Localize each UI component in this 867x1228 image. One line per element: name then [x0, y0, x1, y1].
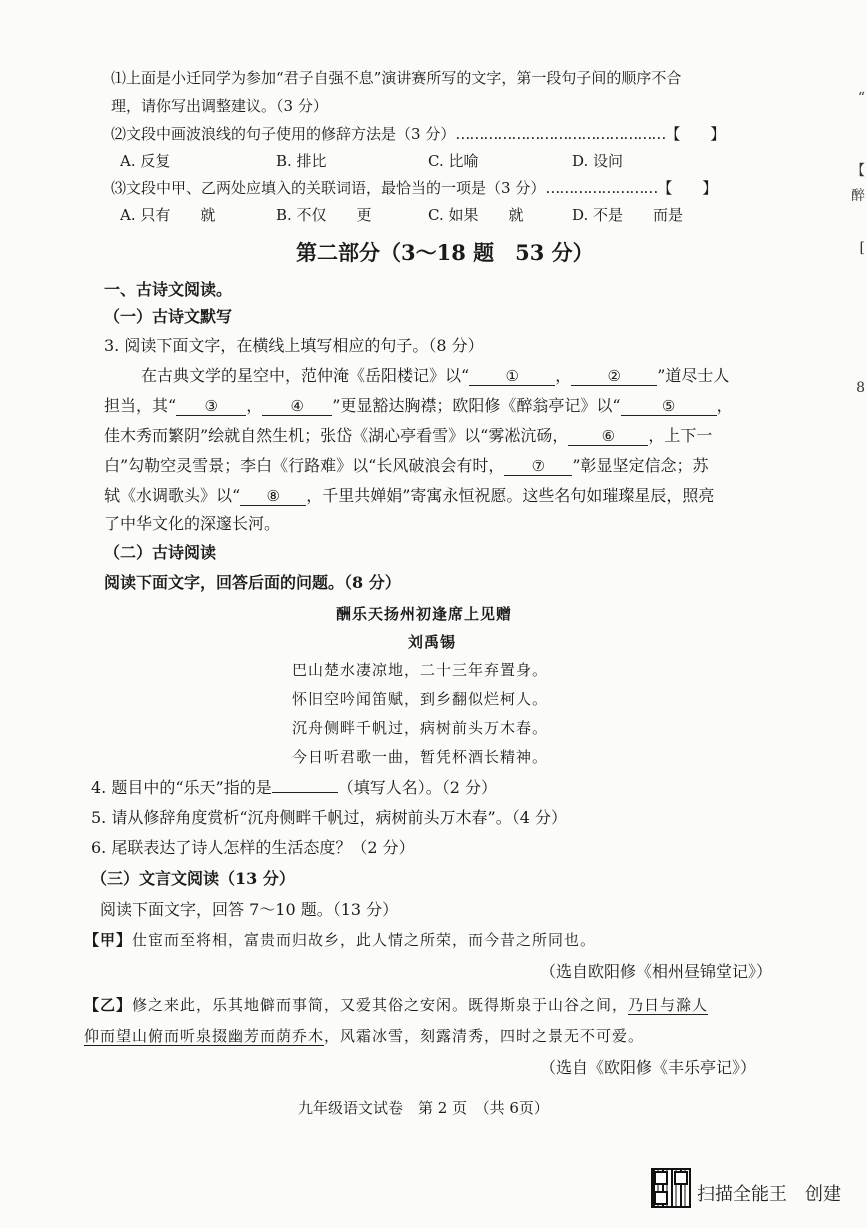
part2-title: 第二部分（3～18 题 53 分）: [296, 240, 594, 265]
q2-option-c: C. 比喻: [428, 152, 479, 170]
leader-dots: ………………………………………: [455, 125, 666, 143]
q1-line2: 理，请你写出调整建议。（3 分）: [111, 97, 328, 115]
subsection-heading: （一）古诗文默写: [104, 307, 233, 326]
edge-mark: 8: [856, 380, 865, 396]
blank-8[interactable]: ⑧: [240, 487, 306, 506]
blank-4[interactable]: ④: [262, 397, 332, 416]
passage-yi-line2: 仰而望山俯而听泉掇幽芳而荫乔木，风霜冰雪，刻露清秀，四时之景无不可爱。: [84, 1027, 645, 1045]
leader-dots: ……………………: [545, 179, 658, 197]
q1-line1: ⑴上面是小迁同学为参加“君子自强不息”演讲赛所写的文字，第一段句子间的顺序不合: [111, 69, 682, 87]
section-heading: 一、古诗文阅读。: [104, 280, 233, 299]
poem-line-2: 怀旧空吟闻笛赋，到乡翻似烂柯人。: [292, 690, 549, 708]
blank-5[interactable]: ⑤: [621, 397, 717, 416]
subsection-stem: 阅读下面文字，回答 7～10 题。（13 分）: [100, 900, 399, 919]
subsection-heading: （二）古诗阅读: [104, 543, 217, 562]
edge-mark: [: [859, 240, 865, 256]
qr-code-icon: [651, 1168, 691, 1208]
poem-title: 酬乐天扬州初逢席上见赠: [336, 605, 513, 623]
q3-option-d: D. 不是 而是: [572, 206, 684, 224]
answer-bracket: 【 】: [665, 125, 726, 143]
edge-mark: 醉: [851, 188, 865, 204]
passage-line-2: 担当，其“ ③ ， ④ ”更显豁达胸襟；欧阳修《醉翁亭记》以“ ⑤ ，: [104, 396, 733, 415]
passage-jia: 【甲】仕宦而至将相，富贵而归故乡，此人情之所荣，而今昔之所同也。: [84, 931, 597, 949]
blank-q4[interactable]: [272, 792, 338, 793]
poem-line-3: 沉舟侧畔千帆过，病树前头万木春。: [292, 719, 549, 737]
question-6: 6. 尾联表达了诗人怎样的生活态度？（2 分）: [91, 838, 415, 857]
page-footer: 九年级语文试卷 第 2 页 （共 6页）: [298, 1099, 549, 1117]
q2-option-a: A. 反复: [120, 152, 171, 170]
poem-line-4: 今日听君歌一曲，暂凭杯酒长精神。: [292, 748, 549, 766]
q3-option-c: C. 如果 就: [428, 206, 524, 224]
blank-1[interactable]: ①: [469, 367, 555, 386]
passage-line-3: 佳木秀而繁阴”绘就自然生机；张岱《湖心亭看雪》以“雾凇沆砀， ⑥ ，上下一: [104, 426, 713, 445]
poem-author: 刘禹锡: [408, 633, 457, 651]
subsection-stem: 阅读下面文字，回答后面的问题。（8 分）: [104, 573, 401, 592]
edge-mark: “: [857, 90, 865, 106]
question-4: 4. 题目中的“乐天”指的是 （填写人名）。（2 分）: [91, 778, 497, 797]
underlined-sentence: 仰而望山俯而听泉掇幽芳而荫乔木: [84, 1027, 325, 1045]
passage-yi-source: （选自《欧阳修《丰乐亭记》）: [540, 1058, 757, 1077]
question-5: 5. 请从修辞角度赏析“沉舟侧畔千帆过，病树前头万木春”。（4 分）: [91, 808, 567, 827]
q3-option-b: B. 不仅 更: [276, 206, 372, 224]
subsection-heading: （三）文言文阅读（13 分）: [91, 869, 295, 888]
passage-line-6: 了中华文化的深邃长河。: [104, 514, 281, 533]
edge-mark: 【: [851, 163, 865, 179]
q3-stem: ⑶文段中甲、乙两处应填入的关联词语，最恰当的一项是（3 分）……………………【 】: [111, 179, 718, 197]
passage-line-4: 白”勾勒空灵雪景；李白《行路难》以“长风破浪会有时， ⑦ ”彰显坚定信念；苏: [104, 456, 709, 475]
q2-option-b: B. 排比: [276, 152, 327, 170]
passage-yi-line1: 【乙】修之来此，乐其地僻而事简，又爱其俗之安闲。既得斯泉于山谷之间，乃日与滁人: [84, 996, 709, 1014]
poem-line-1: 巴山楚水凄凉地，二十三年弃置身。: [292, 661, 549, 679]
blank-6[interactable]: ⑥: [568, 427, 648, 446]
blank-2[interactable]: ②: [571, 367, 657, 386]
underlined-sentence: 乃日与滁人: [628, 996, 709, 1014]
question-3-stem: 3. 阅读下面文字，在横线上填写相应的句子。（8 分）: [104, 336, 484, 355]
q2-stem: ⑵文段中画波浪线的句子使用的修辞方法是（3 分）………………………………………【 】: [111, 125, 726, 143]
blank-7[interactable]: ⑦: [504, 457, 572, 476]
q2-option-d: D. 设问: [572, 152, 624, 170]
blank-3[interactable]: ③: [176, 397, 246, 416]
answer-bracket: 【 】: [657, 179, 718, 197]
passage-line-5: 轼《水调歌头》以“ ⑧ ，千里共婵娟”寄寓永恒祝愿。这些名句如璀璨星辰，照亮: [104, 486, 715, 505]
scanner-watermark: 扫描全能王 创建: [697, 1184, 841, 1205]
passage-jia-source: （选自欧阳修《相州昼锦堂记》）: [540, 962, 773, 981]
passage-line-1: 在古典文学的星空中，范仲淹《岳阳楼记》以“ ① ， ② ”道尽士人: [141, 366, 730, 385]
q3-option-a: A. 只有 就: [120, 206, 216, 224]
